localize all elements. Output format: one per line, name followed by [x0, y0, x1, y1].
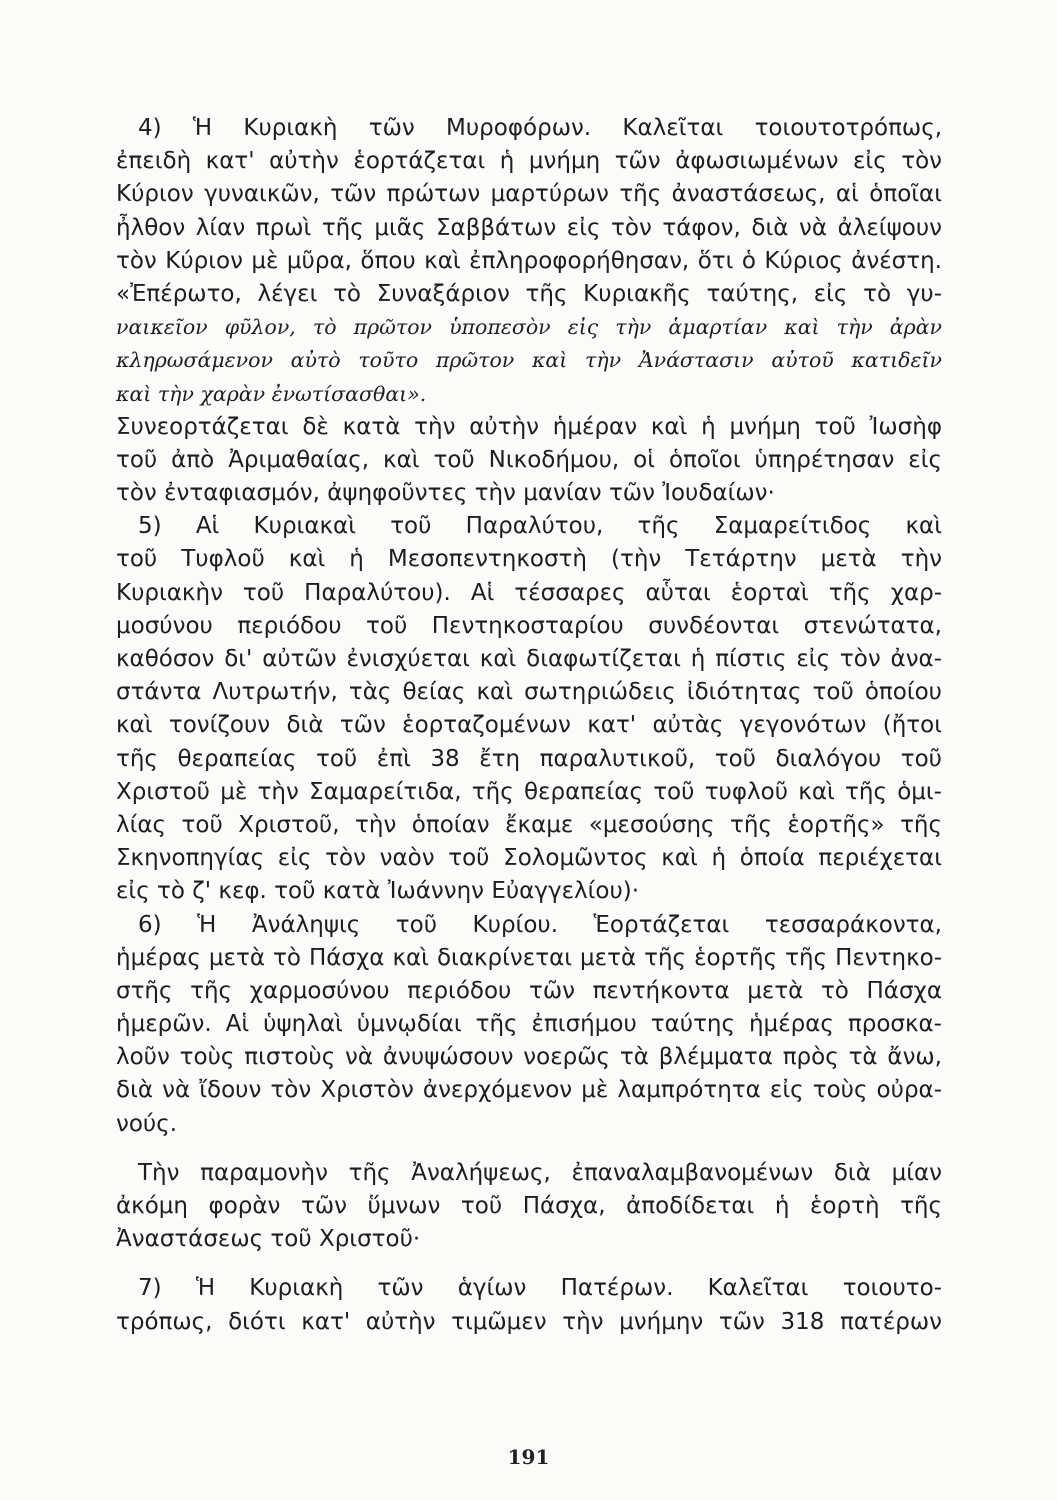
quote-line: ναικεῖον φῦλον, τὸ πρῶτον ὑποπεσὸν εἰς τὴν ἁμαρτίαν καὶ τὴν ἀρὰν	[116, 315, 942, 340]
text-line: Ἀναστάσεως τοῦ Χριστοῦ·	[116, 1226, 421, 1253]
text-line: νούς.	[116, 1110, 178, 1137]
quote-line: καὶ τὴν χαρὰν ἐνωτίσασθαι».	[116, 381, 427, 406]
text-line: 6) Ἡ Ἀνάληψις τοῦ Κυρίου. Ἑορτάζεται τεσσαράκοντα,	[138, 911, 942, 938]
text-line: τὸν Κύριον μὲ μῦρα, ὅπου καὶ ἐπληροφορήθησαν, ὅτι ὁ Κύριος ἀνέστη.	[116, 247, 942, 274]
text-line: τὸν ἐνταφιασμόν, ἀψηφοῦντες τὴν μανίαν τῶν Ἰουδαίων·	[116, 480, 775, 507]
text-line: λίας τοῦ Χριστοῦ, τὴν ὁποίαν ἔκαμε «μεσούσης τῆς ἑορτῆς» τῆς	[116, 811, 942, 838]
text-line: λοῦν τοὺς πιστοὺς νὰ ἀνυψώσουν νοερῶς τὰ βλέμματα πρὸς τὰ ἄνω,	[116, 1044, 942, 1071]
text-line: τοῦ Τυφλοῦ καὶ ἡ Μεσοπεντηκοστὴ (τὴν Τετάρτην μετὰ τὴν	[116, 546, 942, 573]
text-line: καθόσον δι' αὐτῶν ἐνισχύεται καὶ διαφωτίζεται ἡ πίστις εἰς τὸν ἀνα-	[116, 646, 942, 672]
text-line: στῆς τῆς χαρμοσύνου περιόδου τῶν πεντήκοντα μετὰ τὸ Πάσχα	[116, 977, 942, 1004]
text-line: ἐπειδὴ κατ' αὐτὴν ἑορτάζεται ἡ μνήμη τῶν ἀφωσιωμένων εἰς τὸν	[116, 148, 942, 175]
text-line: Κυριακὴν τοῦ Παραλύτου). Αἱ τέσσαρες αὗται ἑορταὶ τῆς χαρ-	[116, 579, 942, 606]
text-line: Σκηνοπηγίας εἰς τὸν ναὸν τοῦ Σολομῶντος καὶ ἡ ὁποία περιέχεται	[116, 845, 942, 872]
text-line: Κύριον γυναικῶν, τῶν πρώτων μαρτύρων τῆς ἀναστάσεως, αἱ ὁποῖαι	[116, 181, 942, 208]
text-line: τοῦ ἀπὸ Ἀριμαθαίας, καὶ τοῦ Νικοδήμου, οἱ ὁποῖοι ὑπηρέτησαν εἰς	[116, 446, 942, 473]
text-line: τῆς θεραπείας τοῦ ἐπὶ 38 ἔτη παραλυτικοῦ, τοῦ διαλόγου τοῦ	[116, 745, 942, 772]
page-number: 191	[507, 1445, 550, 1469]
text-line: ἦλθον λίαν πρωὶ τῆς μιᾶς Σαββάτων εἰς τὸν τάφον, διὰ νὰ ἀλείψουν	[116, 214, 942, 241]
text-line: Χριστοῦ μὲ τὴν Σαμαρείτιδα, τῆς θεραπείας τοῦ τυφλοῦ καὶ τῆς ὁμι-	[116, 778, 942, 805]
text-line: ἡμέρας μετὰ τὸ Πάσχα καὶ διακρίνεται μετὰ τῆς ἑορτῆς τῆς Πεντηκο-	[116, 944, 942, 971]
text-line: Τὴν παραμονὴν τῆς Ἀναλήψεως, ἐπαναλαμβανομένων διὰ μίαν	[138, 1159, 942, 1186]
text-line: διὰ νὰ ἴδουν τὸν Χριστὸν ἀνερχόμενον μὲ λαμπρότητα εἰς τοὺς οὐρα-	[116, 1077, 942, 1104]
quote-line: κληρωσάμενον αὐτὸ τοῦτο πρῶτον καὶ τὴν Ἀνάστασιν αὐτοῦ κατιδεῖν	[116, 348, 942, 373]
text-line: ἡμερῶν. Αἱ ὑψηλαὶ ὑμνῳδίαι τῆς ἐπισήμου ταύτης ἡμέρας προσκα-	[116, 1011, 942, 1038]
text-line: μοσύνου περιόδου τοῦ Πεντηκοσταρίου συνδέονται στενώτατα,	[116, 612, 942, 639]
text-line: εἰς τὸ ζ' κεφ. τοῦ κατὰ Ἰωάννην Εὐαγγελίου)·	[116, 878, 640, 905]
text-line: 5) Αἱ Κυριακαὶ τοῦ Παραλύτου, τῆς Σαμαρείτιδος καὶ	[138, 513, 942, 540]
text-line: καὶ τονίζουν διὰ τῶν ἑορταζομένων κατ' αὐτὰς γεγονότων (ἤτοι	[116, 712, 942, 739]
text-line: «Ἐπέρωτο, λέγει τὸ Συναξάριον τῆς Κυριακῆς ταύτης, εἰς τὸ γυ-	[116, 280, 942, 307]
text-line: 7) Ἡ Κυριακὴ τῶν ἁγίων Πατέρων. Καλεῖται τοιουτο-	[138, 1275, 942, 1302]
text-line: στάντα Λυτρωτήν, τὰς θείας καὶ σωτηριώδεις ἰδιότητας τοῦ ὁποίου	[116, 679, 942, 706]
text-line: ἀκόμη φορὰν τῶν ὕμνων τοῦ Πάσχα, ἀποδίδεται ἡ ἑορτὴ τῆς	[116, 1193, 942, 1219]
text-line: 4) Ἡ Κυριακὴ τῶν Μυροφόρων. Καλεῖται τοιουτοτρόπως,	[138, 115, 942, 141]
body-text	[116, 112, 942, 1339]
text-line: τρόπως, διότι κατ' αὐτὴν τιμῶμεν τὴν μνήμην τῶν 318 πατέρων	[116, 1308, 942, 1335]
text-line: Συνεορτάζεται δὲ κατὰ τὴν αὐτὴν ἡμέραν καὶ ἡ μνήμη τοῦ Ἰωσὴφ	[116, 413, 942, 440]
